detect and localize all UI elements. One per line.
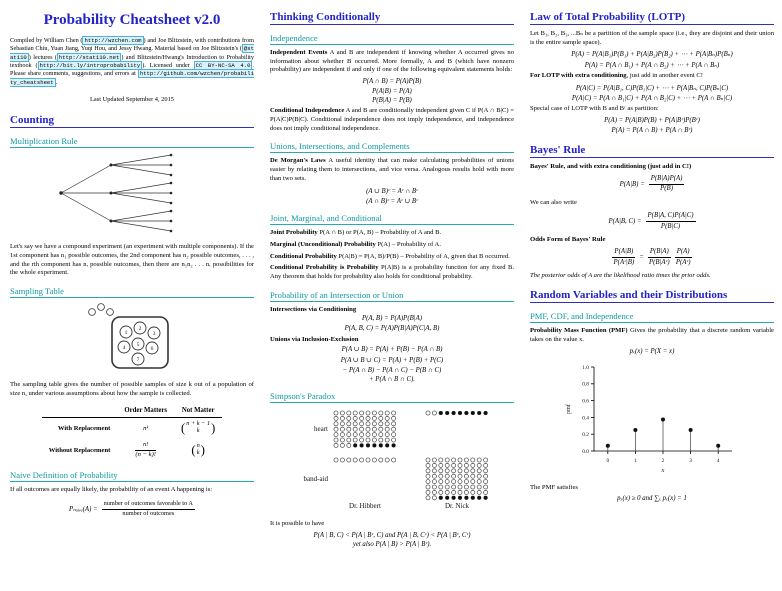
- fraction: $\frac{P(A)}{\text{P(Aᶜ)}}$: [675, 248, 691, 266]
- formula: P(A, B) = P(A)P(B|A): [361, 315, 423, 323]
- table-row: [42, 438, 223, 462]
- link-introprobability[interactable]: http://bit.ly/introprobability: [39, 62, 141, 70]
- ball-number: 4: [122, 344, 126, 351]
- multiplication-rule-text: Let's say we have a compound experiment (an experiment with multiple components). If the 1st component has n₁ possible outcomes, the 2nd component has n₂ possible outcomes, . . . , and the rth component has nᵣ possible outcomes, then there are n₁n₂ . . . nᵣ possibilities for the whole experiment.: [10, 243, 254, 277]
- col-label-dr-hibbert: Dr. Hibbert: [349, 502, 381, 511]
- subsection-naive-definition: Naive Definition of Probability: [10, 470, 254, 482]
- section-lotp: Law of Total Probability (LOTP): [530, 11, 774, 25]
- svg-text:1: 1: [633, 457, 637, 464]
- formula: − P(A ∩ B) − P(A ∩ C) − P(B ∩ C): [342, 366, 442, 374]
- equals-sign: =: [639, 254, 644, 262]
- conditional-probability-item: Conditional Probability P(A|B) = P(A, B)/P(B) – Probability of A, given that B occurred.: [270, 252, 510, 260]
- binomial-coefficient: ( n k ): [191, 442, 205, 457]
- attribution-text: ) and Blitzstein/Hwang's Introduction to Probability textbook (: [10, 53, 254, 70]
- simpson-intro-text: It is possible to have: [270, 520, 325, 528]
- formula-lhs: Pₙₐᵢᵥₑ(A) =: [69, 506, 98, 513]
- row-label-band-aid: band-aid: [303, 475, 328, 484]
- link-wzchen[interactable]: http://wzchen.com: [84, 37, 142, 44]
- pmf-satisfies-text: The PMF satisfies: [530, 483, 578, 491]
- fraction: $\frac{P(B|A)P(A)}{P(B)}$: [650, 174, 683, 193]
- cell-formula: [117, 438, 174, 462]
- pmf-definition-text: Probability Mass Function (PMF) Gives the probability that a discrete random variable takes on the value x.: [530, 327, 774, 343]
- column-right: [530, 10, 774, 587]
- fraction: $\frac{P(B|A, C)P(A|C)}{P(B|C)}$: [647, 212, 694, 230]
- svg-text:0.6: 0.6: [581, 398, 589, 405]
- formula: P(A) = P(A ∩ B) + P(A ∩ Bᶜ): [611, 126, 693, 134]
- pmf-chart-figure: [530, 359, 774, 480]
- odds-form-subheading: Odds Form of Bayes' Rule: [530, 236, 606, 244]
- column-left: [10, 10, 254, 587]
- section-thinking-conditionally: Thinking Conditionally: [270, 11, 514, 25]
- formula: P(A) = P(A|B)P(B) + P(A|Bᶜ)P(Bᶜ): [604, 117, 700, 124]
- svg-text:x: x: [661, 466, 664, 474]
- posterior-odds-note: The posterior odds of A are the likelihood ratio times the prior odds.: [530, 272, 711, 280]
- formula: P(A ∩ B) = P(A)P(B): [362, 78, 422, 86]
- formula: P(A) = P(A|B₁)P(B₁) + P(A|B₂)P(B₂) + ⋯ + P(A|Bₙ)P(Bₙ): [571, 51, 733, 59]
- formula: P(A|B) = P(A): [372, 87, 412, 95]
- ball-number: 1: [124, 329, 128, 336]
- col-header-order-matters: Order Matters: [117, 405, 174, 418]
- attribution-text: ) lectures (: [28, 53, 57, 61]
- bayes-rule-formula: [530, 175, 774, 194]
- attribution-text: .: [55, 78, 58, 86]
- formula: P(A|C) = P(A|B₁, C)P(B₁|C) + ⋯ + P(A|Bₙ, C)P(Bₙ|C): [575, 84, 729, 92]
- formula: pₓ(x) ≥ 0 and ∑ₓ pₓ(x) = 1: [617, 495, 687, 503]
- svg-text:2: 2: [661, 457, 664, 464]
- formula: P(A ∪ B ∪ C) = P(A) + P(B) + P(C): [340, 357, 444, 364]
- attribution-text: ) and Joe Blitzstein, with contributions from Sebastian Chiu, Yuan Jiang, Yuqi Hou, and Jessy Hwang. Material based on Joe Blitzstein's (: [10, 37, 254, 53]
- link-cc-license[interactable]: CC BY-NC-SA 4.0: [195, 62, 251, 70]
- row-label-heart: heart: [314, 425, 328, 434]
- link-github-repo[interactable]: http://github.com/wzchen/probability_cheatsheet: [10, 70, 254, 86]
- formula: P(A, B, C) = P(A)P(B|A)P(C|A, B): [344, 324, 440, 332]
- fraction: $\frac{\text{number of outcomes favorable to A}}{\text{number of outcomes}}$: [103, 500, 193, 517]
- subsection-multiplication-rule: Multiplication Rule: [10, 136, 254, 148]
- tree-diagram-icon: [53, 152, 211, 234]
- lotp-special-case-text: Special case of LOTP with B and Bᶜ as partition:: [530, 105, 659, 113]
- attribution: [10, 37, 254, 87]
- attribution-text: ). Licensed under: [142, 62, 194, 70]
- bayes-extra-conditioning-formula: [530, 212, 774, 231]
- unions-via-inclusion-exclusion-heading: Unions via Inclusion-Exclusion: [270, 335, 359, 343]
- de-morgans-text: De Morgan's Laws A useful identity that can make calculating probabilities of unions easier by relating them to intersections, and vice versa. Analogous results hold with more than two sets.: [270, 157, 514, 182]
- column-middle: [270, 10, 514, 587]
- formula: P(B|A) = P(B): [372, 97, 412, 105]
- table-row: [42, 418, 223, 438]
- svg-text:1.0: 1.0: [581, 364, 589, 371]
- page-title: Probability Cheatsheet v2.0: [43, 12, 221, 28]
- row-label-without-replacement: Without Replacement: [48, 446, 111, 454]
- formula: yet also P(A | B) > P(A | Bᶜ).: [352, 541, 432, 549]
- marginal-probability-item: Marginal (Unconditional) Probability P(A) – Probability of A.: [270, 240, 441, 248]
- link-stat110-handle[interactable]: @stat110: [10, 45, 254, 61]
- formula: (A ∩ B)ᶜ = Aᶜ ∪ Bᶜ: [366, 198, 418, 206]
- attribution-text: . Please share comments, suggestions, and errors at: [10, 62, 255, 78]
- simpson-dot-grid-icon: [276, 407, 508, 511]
- bayes-also-write-text: We can also write: [530, 198, 577, 206]
- naive-definition-text: If all outcomes are equally likely, the probability of an event A happening is:: [10, 486, 213, 494]
- ball-number: 7: [136, 356, 140, 363]
- simpsons-paradox-figure: [270, 407, 514, 516]
- multiplication-tree-figure: [10, 152, 254, 239]
- ball-number: 5: [136, 341, 140, 348]
- svg-text:4: 4: [716, 457, 720, 464]
- formula: P(A) = P(A ∩ B₁) + P(A ∩ B₂) + ⋯ + P(A ∩ Bₙ): [584, 62, 720, 69]
- col-label-dr-nick: Dr. Nick: [444, 502, 470, 511]
- formula: P(A | B, C) < P(A | Bᶜ, C) and P(A | B, Cᶜ) < P(A | Bᶜ, Cᶜ): [313, 531, 471, 539]
- svg-text:0.0: 0.0: [581, 448, 589, 455]
- independence-text: Independent Events A and B are independent if knowing whether A occurred gives no information about whether B occurred. More formally, A and B (which have nonzero probability) are independent if and only if one of the following equivalent statements holds:: [270, 49, 514, 74]
- lotp-intro-text: Let B₁, B₂, B₃, ...Bₙ be a partition of the sample space (i.e., they are disjoint and their union is the entire sample space).: [530, 30, 774, 46]
- sampling-table-text: The sampling table gives the number of possible samples of size k out of a population of size n, under various assumptions about how the sample is collected.: [10, 380, 254, 397]
- naive-probability-formula: [10, 500, 254, 518]
- odds-form-formula: [530, 248, 774, 267]
- binomial-coefficient: ( n + k − 1 k ): [181, 420, 216, 435]
- intersections-via-conditioning-heading: Intersections via Conditioning: [270, 305, 357, 313]
- bayes-rule-subheading: Bayes' Rule, and with extra conditioning (just add in C!): [530, 162, 692, 170]
- link-stat110-site[interactable]: http://stat110.net: [58, 53, 120, 61]
- sampling-jar-figure: [10, 302, 254, 377]
- pmf-stem-chart: [560, 359, 745, 475]
- formula: pₓ(x) = P(X = x): [629, 347, 675, 355]
- subsection-intersection-or-union: Probability of an Intersection or Union: [270, 290, 514, 302]
- svg-text:0.2: 0.2: [581, 431, 589, 438]
- subsection-independence: Independence: [270, 33, 514, 45]
- subsection-sampling-table: Sampling Table: [10, 286, 254, 298]
- svg-text:0.4: 0.4: [581, 414, 589, 421]
- section-random-variables: Random Variables and their Distributions: [530, 289, 774, 303]
- sampling-table: [42, 405, 223, 462]
- row-label-with-replacement: With Replacement: [57, 424, 111, 432]
- subsection-joint-marginal-conditional: Joint, Marginal, and Conditional: [270, 213, 514, 225]
- formula: + P(A ∩ B ∩ C).: [369, 376, 415, 384]
- subsection-unions-intersections: Unions, Intersections, and Complements: [270, 141, 514, 153]
- col-header-not-matter: Not Matter: [174, 405, 222, 418]
- section-counting: Counting: [10, 114, 254, 128]
- svg-text:0: 0: [605, 457, 609, 464]
- svg-text:3: 3: [688, 457, 692, 464]
- fraction: $\frac{P(A|B)}{\text{P(Aᶜ|B)}}$: [613, 248, 635, 266]
- jar-of-balls-icon: [80, 302, 184, 372]
- svg-text:pmf: pmf: [565, 403, 572, 414]
- section-bayes-rule: Bayes' Rule: [530, 144, 774, 158]
- ball-number: 2: [138, 325, 142, 332]
- formula-lhs: P(A|B) =: [619, 180, 645, 188]
- lotp-extra-conditioning-text: For LOTP with extra conditioning, just add in another event C!: [530, 72, 703, 79]
- conditional-probability-is-probability-item: Conditional Probability is Probability P(A|B) is a probability function for any fixed B. Any theorem that holds for probability also holds for conditional probability.: [270, 264, 514, 280]
- attribution-text: Compiled by William Chen (: [10, 37, 83, 44]
- formula: (A ∪ B)ᶜ = Aᶜ ∩ Bᶜ: [366, 187, 418, 195]
- last-updated: Last Updated September 4, 2015: [90, 96, 174, 104]
- cell-formula: [174, 438, 222, 462]
- cell-formula: [174, 418, 222, 438]
- svg-text:0.8: 0.8: [581, 381, 589, 388]
- table-header-row: [42, 405, 223, 418]
- subsection-simpsons-paradox: Simpson's Paradox: [270, 391, 514, 403]
- ball-number: 6: [150, 345, 154, 352]
- formula: P(A|C) = P(A ∩ B₁|C) + P(A ∩ B₂|C) + ⋯ + P(A ∩ Bₙ|C): [571, 95, 733, 103]
- conditional-independence-text: Conditional Independence A and B are conditionally independent given C if P(A ∩ B|C) = P(A|C)P(B|C). Conditional independence does not imply independence, and independence does not imply conditional independence.: [270, 107, 515, 132]
- formula: P(A ∪ B) = P(A) + P(B) − P(A ∩ B): [341, 346, 443, 354]
- formula-lhs: P(A|B, C) =: [608, 218, 642, 226]
- subsection-pmf-cdf-independence: PMF, CDF, and Independence: [530, 311, 774, 323]
- ball-number: 3: [152, 330, 156, 337]
- corner-cell: [42, 405, 118, 418]
- cell-formula: nᵏ: [143, 424, 149, 432]
- fraction: $\frac{P(B|A)}{\text{P(B|Aᶜ)}}$: [648, 248, 670, 266]
- joint-probability-item: Joint Probability P(A ∩ B) or P(A, B) – Probability of A and B.: [270, 229, 442, 237]
- fraction: $\frac{n!}{(n - k)!}$: [135, 440, 156, 459]
